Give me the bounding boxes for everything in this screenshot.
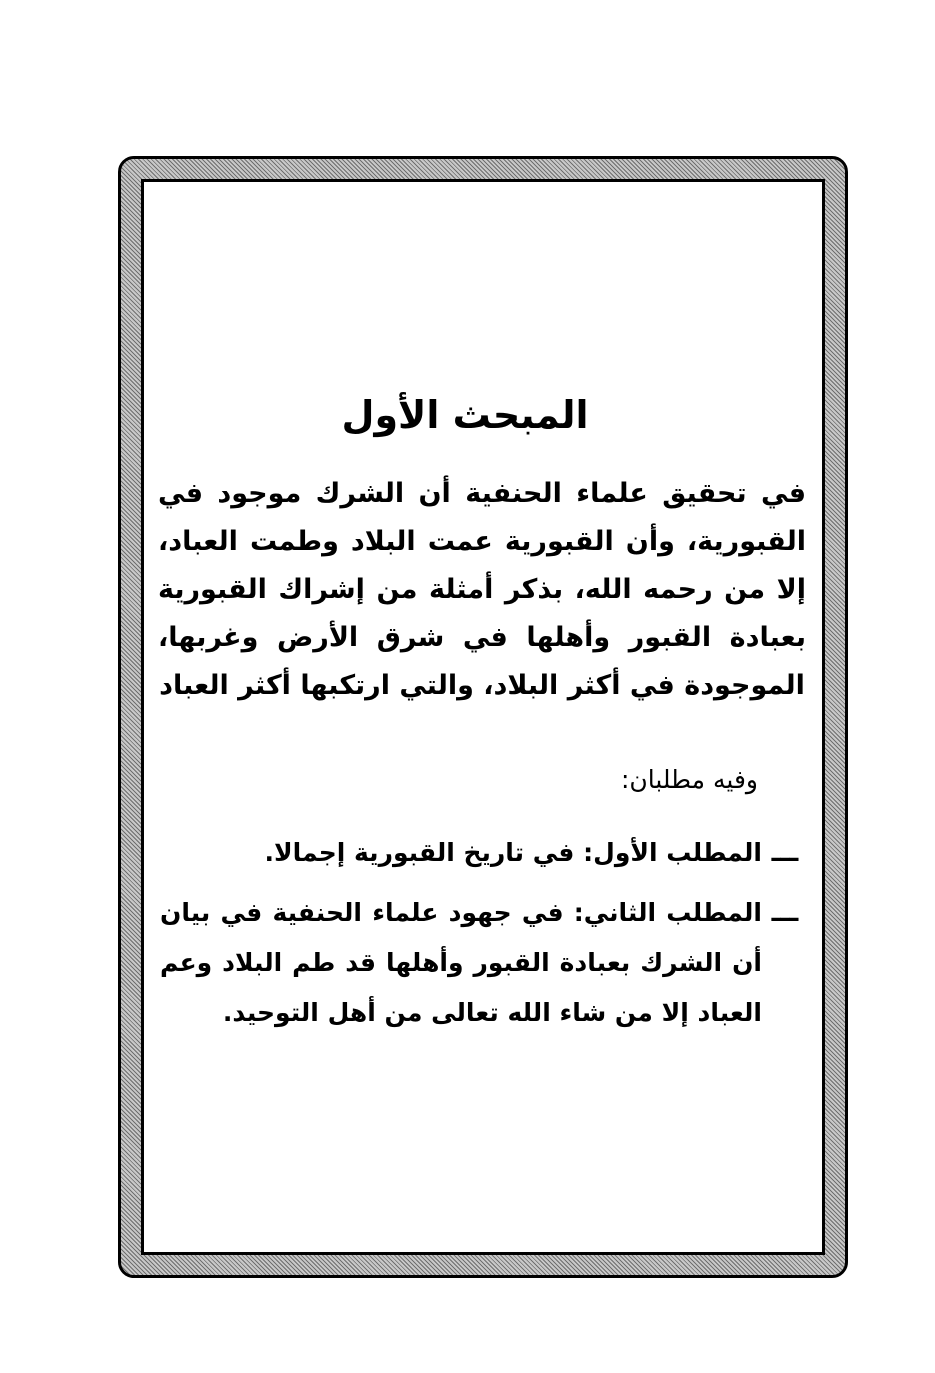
- list-item: [160, 888, 808, 1038]
- list-item-text: المطلب الثاني: في جهود علماء الحنفية في بيان أن الشرك بعبادة القبور وأهلها قد طم البلاد وعم العباد إلا من شاء الله تعالى من أهل التوحيد.: [160, 898, 762, 1027]
- list-bullet: ـــ: [771, 838, 799, 868]
- subsections-intro: وفيه مطلبان:: [620, 765, 758, 794]
- list-item-text: المطلب الأول: في تاريخ القبورية إجمالا.: [264, 838, 762, 867]
- list-bullet: ـــ: [771, 898, 799, 928]
- section-subtitle: في تحقيق علماء الحنفية أن الشرك موجود في القبورية، وأن القبورية عمت البلاد وطمت العباد، إلا من رحمه الله، بذكر أمثلة من إشراك القبورية بعبادة القبور وأهلها في شرق الأرض وغربها، الموجودة في أكثر البلاد، والتي ارتكبها أكثر العباد: [158, 478, 806, 701]
- list-item: [160, 828, 808, 878]
- section-heading: المبحث الأول: [341, 393, 589, 437]
